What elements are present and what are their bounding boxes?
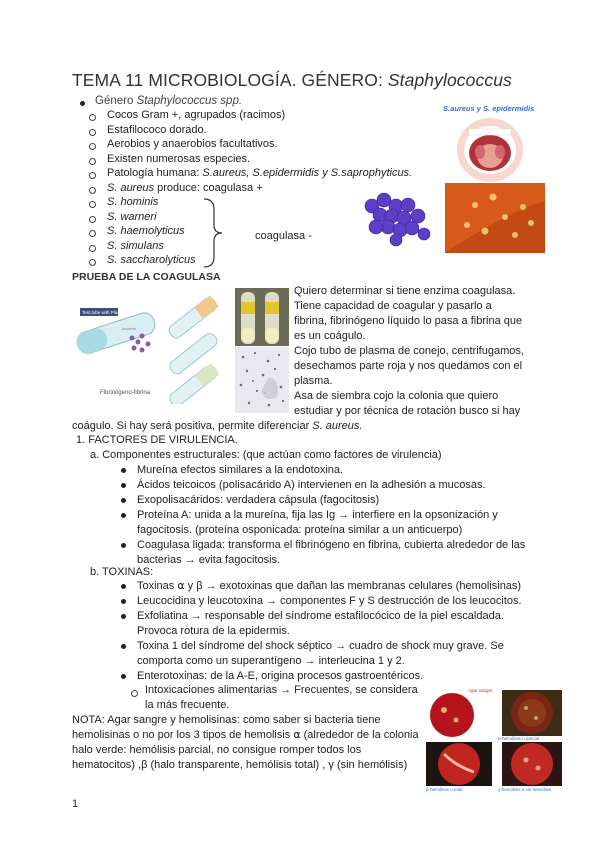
bullet-dot — [121, 468, 126, 473]
bullet-circle — [89, 216, 96, 223]
nota-line: NOTA: Agar sangre y hemolisinas: como saber si bacteria tiene — [72, 714, 381, 726]
bullet-dot — [121, 498, 126, 503]
list-item: fagocitosis. (proteína osponicada: proteína similar a un anticuerpo) — [137, 524, 463, 536]
coagulasa-last-line — [72, 419, 362, 434]
list-item: Existen numerosas especies. — [107, 152, 251, 165]
page-title — [72, 70, 512, 91]
bullet-dot — [121, 584, 126, 589]
genero-line — [95, 94, 242, 109]
species-item: S. simulans — [107, 239, 164, 252]
coagulasa-negativa-label: coagulasa - — [255, 230, 312, 242]
diagram-label-fibrinogeno: Fibrinógeno-fibrina — [100, 390, 151, 396]
throat-caption: S.aureus y S. epidermidis — [443, 104, 535, 113]
coagulasa-last-em: S. aureus. — [312, 420, 363, 432]
agar-plate-icon — [502, 742, 562, 786]
bullet-dot — [121, 614, 126, 619]
list-item: Toxina 1 del síndrome del shock séptico → cuadro de shock muy grave. Se — [137, 640, 504, 652]
intoxicaciones-line: la más frecuente. — [145, 699, 230, 711]
bullet-circle — [89, 158, 96, 165]
beta-hemolisis-image — [426, 742, 492, 794]
gamma-hemolisis-image — [498, 742, 562, 794]
bullet-dot — [121, 543, 126, 548]
bullet-circle — [131, 690, 138, 697]
patologia-prefix: Patología humana: — [107, 167, 203, 179]
agar-plate-icon — [502, 690, 562, 736]
subsection-componentes: a. Componentes estructurales: (que actúan como factores de virulencia) — [90, 449, 442, 461]
bullet-dot — [121, 483, 126, 488]
coagulasa-text — [294, 284, 524, 419]
agar-sangre-image — [428, 690, 493, 738]
agar-caption: β-hemólisis o total — [426, 787, 463, 792]
aureus-rest: produce: coagulasa + — [157, 182, 263, 194]
nota-line: hematocitos) ,β (halo transparente, hemólisis total) , γ (sin hemólisis) — [72, 759, 408, 771]
list-item: Cocos Gram +, agrupados (racimos) — [107, 109, 286, 121]
species-item: S. hominis — [107, 196, 159, 208]
aureus-name: S. aureus — [107, 182, 155, 194]
coagulasa-line: fibrina, fibrinógeno líquido lo pasa a fibrina que — [294, 315, 523, 327]
list-item: Exfoliatina → responsable del síndrome estafilocócico de la piel escaldada. — [137, 610, 504, 622]
brace-icon — [200, 197, 226, 269]
bullet-circle — [89, 259, 96, 266]
aureus-line — [107, 181, 263, 196]
section-factores-virulencia: 1. FACTORES DE VIRULENCIA. — [76, 434, 238, 446]
alfa-hemolisis-image — [498, 690, 562, 742]
bullet-circle — [89, 230, 96, 237]
coagulasa-line: plasma. — [294, 375, 333, 387]
intoxicaciones-item — [145, 683, 418, 713]
list-item: Enterotoxinas: de la A-E, origina procesos gastroentéricos. — [137, 670, 424, 682]
diagram-label-note: bacteria — [122, 326, 137, 331]
list-item: Coagulasa ligada: transforma el fibrinógeno en fibrina, cubierta alrededor de las — [137, 539, 526, 551]
tubes-photo — [235, 288, 289, 346]
coagulasa-line: Cojo tubo de plasma de conejo, centrifugamos, — [294, 345, 524, 357]
colonies-plate-image — [445, 183, 545, 253]
cocci-cluster-image — [360, 188, 438, 248]
coagulasa-line: Tiene capacidad de coagular y pasarlo a — [294, 300, 492, 312]
species-item: S. warneri — [107, 210, 157, 223]
list-item: Leucocidina y leucotoxina → componentes F y S destrucción de los leucocitos. — [137, 595, 522, 607]
coagulasa-line: es un coágulo. — [294, 330, 366, 342]
nota-line: hemolisinas o no por los 3 tipos de hemolisis ⍺ (alrededor de la colonia — [72, 729, 419, 741]
list-item: Mureína efectos similares a la endotoxina. — [137, 464, 344, 476]
patologia-species: S.aureus, S.epidermidis y S.saprophyticus. — [202, 167, 413, 179]
agar-plate-icon — [428, 690, 493, 738]
subsection-toxinas: b. TOXINAS: — [90, 566, 154, 578]
bullet-dot — [121, 599, 126, 604]
species-item: S. haemolyticus — [107, 225, 185, 237]
throat-image — [455, 116, 525, 184]
nota-text — [72, 713, 419, 773]
bullet-dot — [121, 513, 126, 518]
bullet-circle — [89, 129, 96, 136]
nota-line: halo verde: hemólisis parcial, no consigue romper todos los — [72, 744, 362, 756]
bullet-circle — [89, 245, 96, 252]
list-item: Aerobios y anaerobios facultativos. — [107, 138, 278, 150]
title-genus: Staphylococcus — [387, 70, 512, 90]
agar-caption: α-hemólisis o parcial — [498, 736, 540, 741]
bullet-circle — [89, 201, 96, 208]
genero-prefix: Género — [95, 95, 137, 107]
coagulasa-line: Asa de siembra cojo la colonia que quiero — [294, 390, 499, 402]
coagulase-diagram — [72, 286, 227, 404]
coagulasa-line: desechamos parte roja y nos quedamos con el — [294, 360, 523, 372]
diagram-label-tube: Test tube with Plasma — [82, 310, 126, 315]
bullet-circle — [89, 143, 96, 150]
bullet-circle — [89, 172, 96, 179]
patologia-line — [107, 166, 412, 181]
list-item: Toxinas ⍺ y β → exotoxinas que dañan las membranas celulares (hemolisinas) — [137, 580, 522, 592]
coagulasa-line: estudiar y por técnica de rotación busco si hay — [294, 405, 521, 417]
bullet-dot — [80, 101, 85, 106]
page-number: 1 — [72, 798, 79, 810]
species-item: S. saccharolyticus — [107, 254, 196, 266]
list-item: comporta como un superantígeno → interleucina 1 y 2. — [137, 655, 405, 667]
coagulasa-last-text: coágulo. Si hay será positiva, permite diferenciar — [72, 420, 313, 432]
coagulasa-heading: PRUEBA DE LA COAGULASA — [72, 271, 221, 283]
intoxicaciones-line: Intoxicaciones alimentarias → Frecuentes, se considera — [145, 684, 418, 696]
list-item: Ácidos teicoicos (polisacárido A) intervienen en la adhesión a mucosas. — [137, 479, 486, 491]
list-item: Estafilococo dorado. — [107, 123, 207, 136]
slide-photo — [235, 347, 289, 413]
agar-plate-icon — [426, 742, 492, 786]
agar-caption: Agar sangre — [468, 688, 493, 693]
list-item: bacterias → evita fagocitosis. — [137, 554, 281, 566]
agar-caption: γ-hemólisis o sin hemólisis — [498, 787, 552, 792]
bullet-dot — [121, 644, 126, 649]
bullet-circle — [89, 187, 96, 194]
coagulasa-line: Quiero determinar si tiene enzima coagulasa. — [294, 285, 516, 297]
bullet-dot — [121, 674, 126, 679]
bullet-circle — [89, 114, 96, 121]
list-item: Exopolisacáridos: verdadera cápsula (fagocitosis) — [137, 494, 380, 506]
list-item: Proteína A: unida a la mureína, fija las Ig → interfiere en la opsonización y — [137, 509, 498, 521]
genero-name: Staphylococcus spp. — [136, 95, 243, 107]
title-text: TEMA 11 MICROBIOLOGÍA. GÉNERO: — [72, 70, 388, 90]
list-item: Provoca rotura de la epidermis. — [137, 625, 290, 637]
